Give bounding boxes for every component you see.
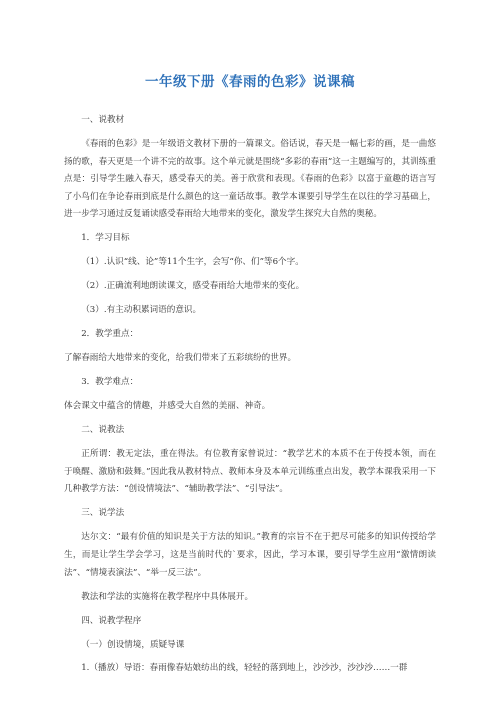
paragraph-methods-implementation: 教法和学法的实施将在教学程序中具体展开。 bbox=[81, 591, 254, 602]
paragraph-textbook-intro: 《春雨的色彩》是一年级语文教材下册的一篇课文。俗话说，春天是一幅七彩的画，是一曲悠扬的歌，春天更是一个讲不完的故事。这个单元就是围绕“多彩的春雨”这一主题编写的，其训练重点是：引导学生融入春天，感受春天的美。善于欣赏和表现。《春雨的色彩》以富于童趣的语言写了小鸟们在争论春雨到底是什么颜色的这一童话故事。教学本课要引导学生在以往的学习基础上，进一步学习通过反复诵读感受春雨给大地带来的变化，激发学生探究大自然的奥秘。 bbox=[64, 138, 436, 220]
heading-difficulties: 3．教学难点： bbox=[81, 377, 139, 388]
paragraph-teaching-method: 正所谓：教无定法，重在得法。有位教育家曾说过：“教学艺术的本质不在于传授本领，而在于唤醒、激励和鼓舞。”因此我从教材特点、教师本身及本单元训练重点出发，教学本课我采用一下几种教学方法：“创设情境法”、“辅助教学法”、“引导法”。 bbox=[64, 449, 436, 495]
document-title: 一年级下册《春雨的色彩》说课稿 bbox=[145, 74, 355, 90]
heading-learning-goals: 1．学习目标 bbox=[81, 233, 130, 244]
section-heading-procedure: 四、说教学程序 bbox=[81, 615, 142, 626]
paragraph-procedure-intro: 1.（播放）导语：春雨像春姑娘纺出的线，轻轻的落到地上，沙沙沙，沙沙沙……一群 bbox=[81, 663, 408, 674]
paragraph-learning-method: 达尔文：“最有价值的知识是关于方法的知识。”教育的宗旨不在于把尽可能多的知识传授给学生，而是让学生学会学习，这是当前时代的`要求，因此，学习本课，要引导学生应用“激情朗读法”、“情境表演法”、“举一反三法”。 bbox=[64, 532, 436, 578]
section-heading-teaching-method: 二、说教法 bbox=[81, 425, 125, 436]
key-points-text: 了解春雨给大地带来的变化，给我们带来了五彩缤纷的世界。 bbox=[64, 353, 297, 364]
subheading-procedure-1: （一）创设情境，质疑导课 bbox=[81, 639, 185, 650]
difficulties-text: 体会课文中蕴含的情趣，并感受大自然的美丽、神奇。 bbox=[64, 401, 271, 412]
heading-key-points: 2．教学重点： bbox=[81, 329, 139, 340]
section-heading-textbook: 一、说教材 bbox=[81, 115, 125, 125]
goal-item-2: （2）.正确流利地朗读课文，感受春雨给大地带来的变化。 bbox=[81, 281, 305, 292]
section-heading-learning-method: 三、说学法 bbox=[81, 508, 125, 519]
goal-item-1: （1）.认识“线、论”等11个生字，会写“你、们”等6个字。 bbox=[81, 257, 304, 268]
goal-item-3: （3）.有主动积累词语的意识。 bbox=[81, 305, 202, 316]
